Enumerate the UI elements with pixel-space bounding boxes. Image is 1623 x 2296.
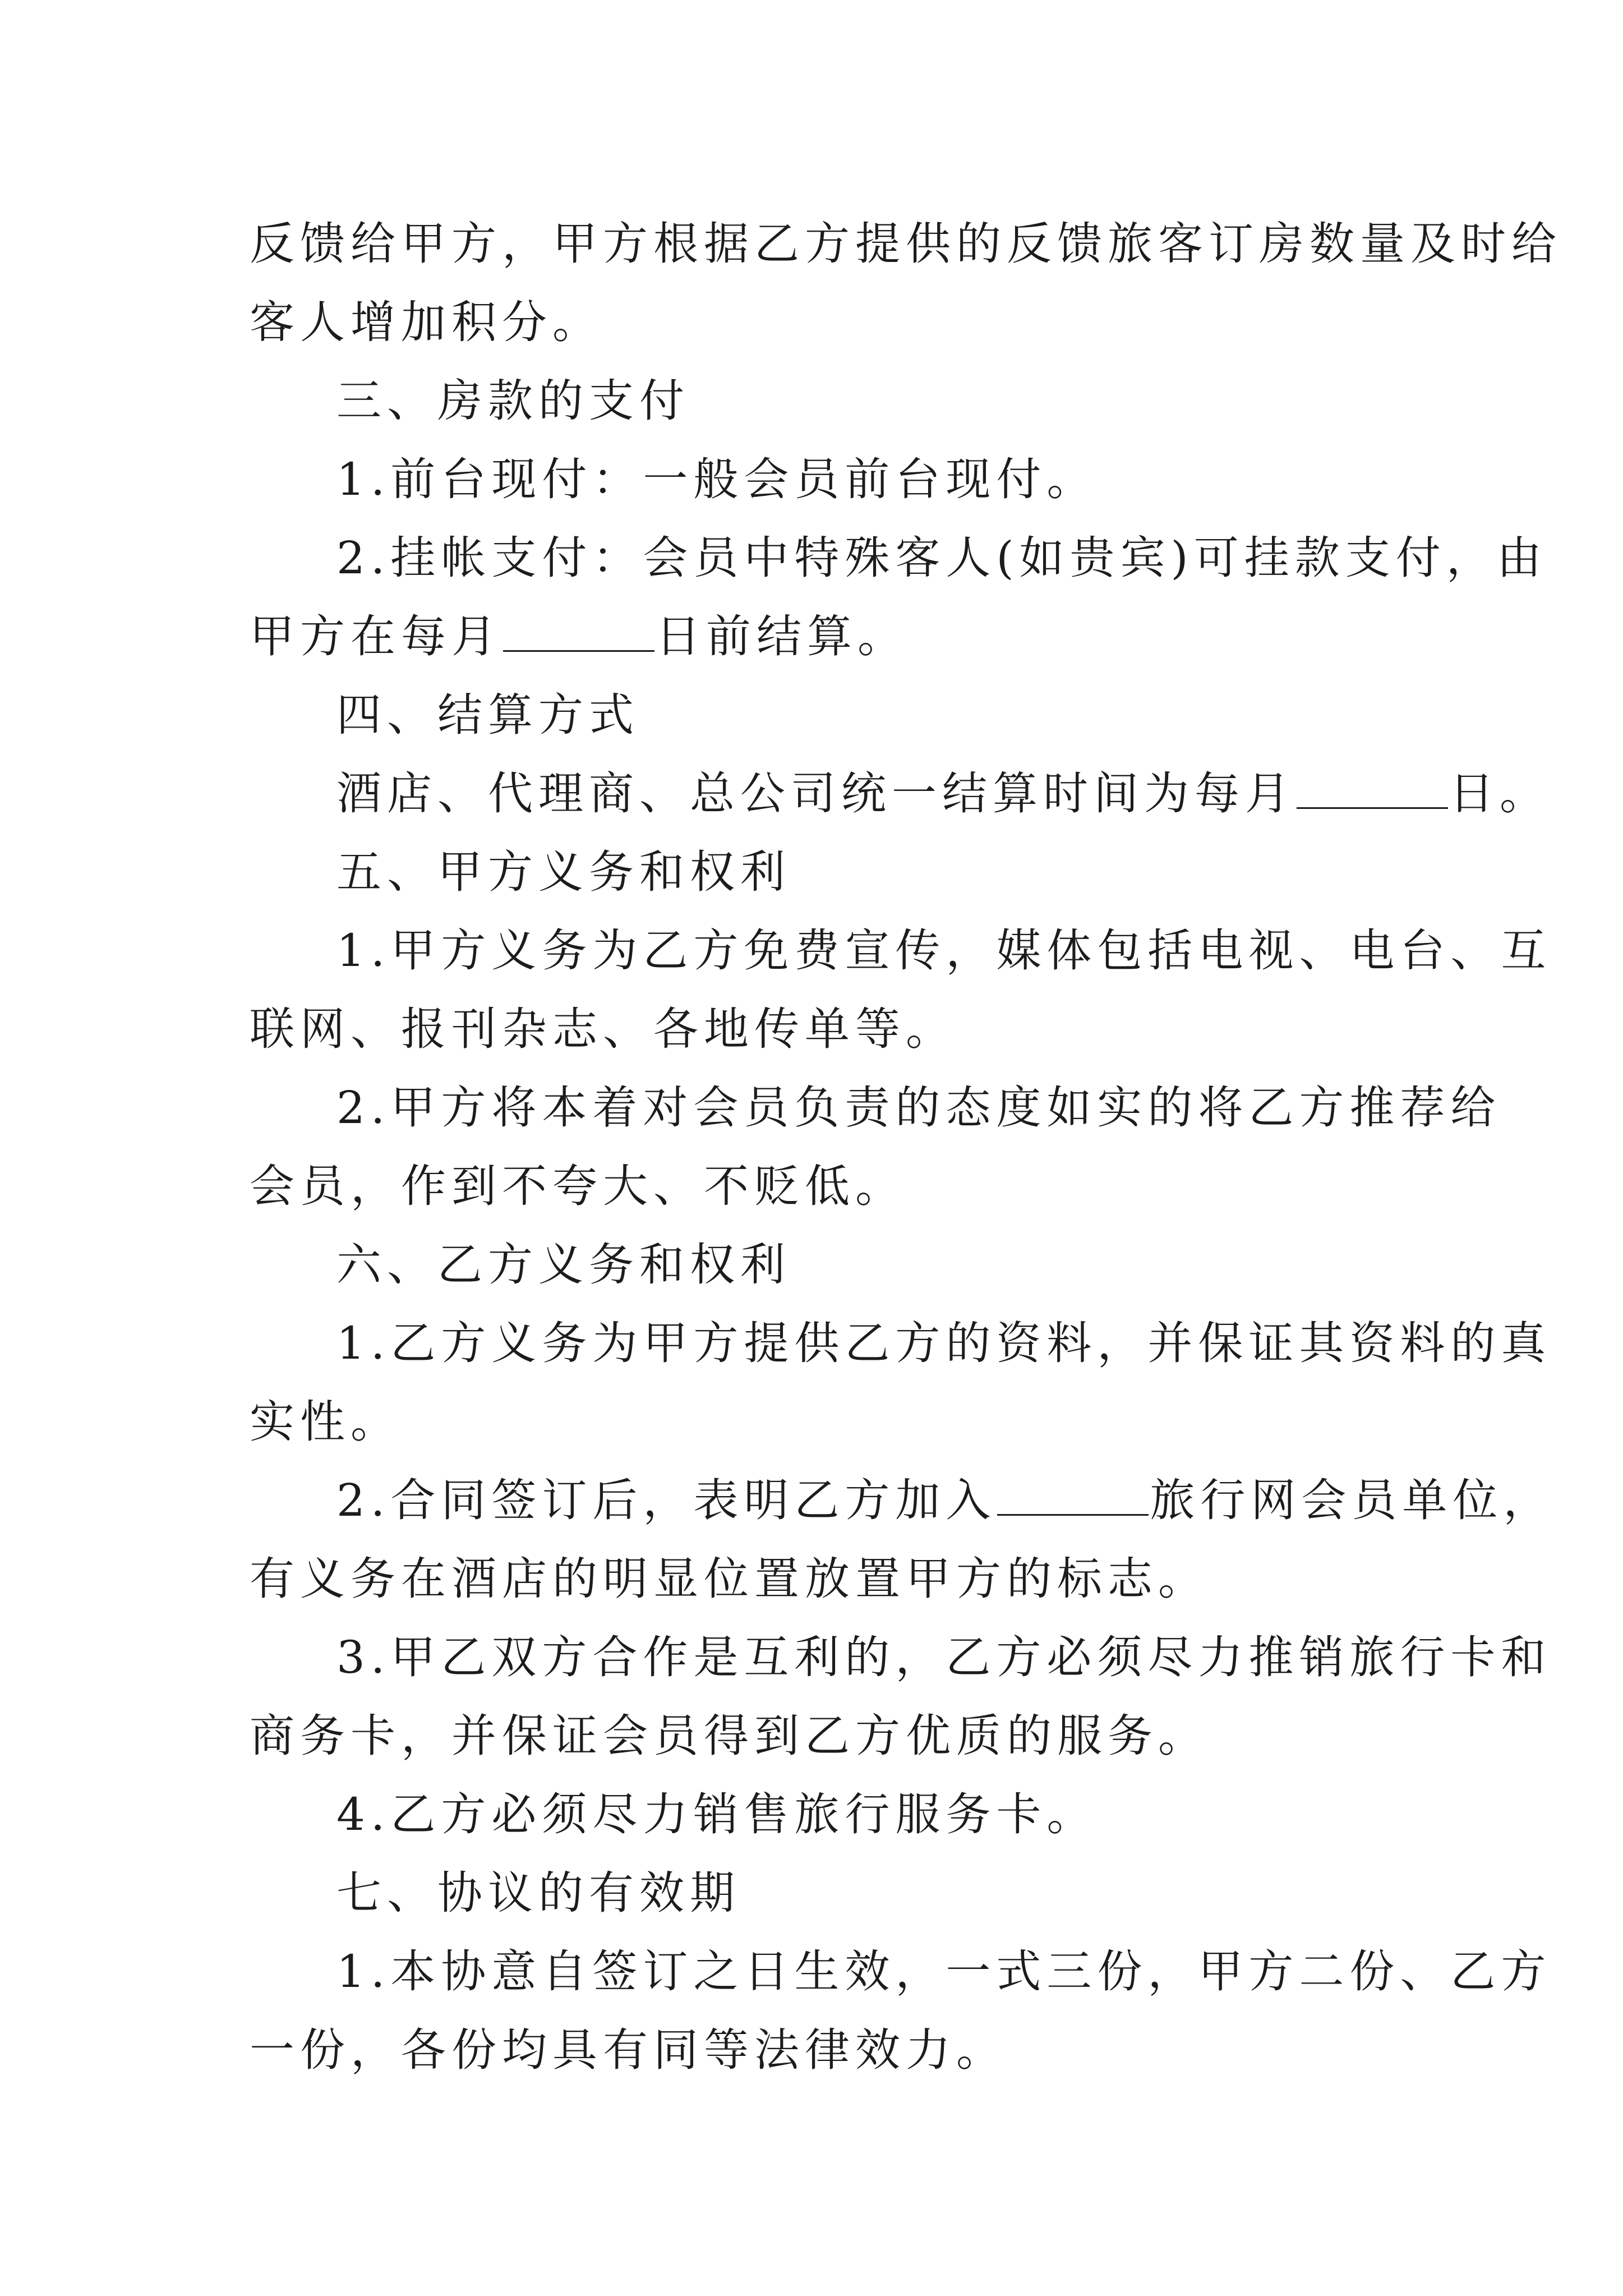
clause-party-b-3-cont: 商务卡，并保证会员得到乙方优质的服务。 [250,1710,1209,1762]
fill-in-blank [1297,762,1448,809]
text-segment: 酒店、代理商、总公司统一结算时间为每月 [336,767,1295,820]
clause-party-a-1: 1.甲方义务为乙方免费宣传，媒体包括电视、电台、互 [336,924,1552,977]
section-heading-party-b: 六、乙方义务和权利 [336,1239,791,1291]
clause-validity-1: 1.本协意自签订之日生效，一式三份，甲方二份、乙方 [336,1945,1552,1998]
section-heading-validity: 七、协议的有效期 [336,1867,740,1919]
clause-party-a-2: 2.甲方将本着对会员负责的态度如实的将乙方推荐给 [336,1082,1501,1134]
section-heading-party-a: 五、甲方义务和权利 [336,846,791,898]
text-segment: 2.合同签订后，表明乙方加入 [336,1474,997,1526]
clause-front-desk-payment: 1.前台现付：一般会员前台现付。 [336,453,1098,505]
text-segment: 日。 [1449,767,1550,820]
body-line-continuation: 客人增加积分。 [250,296,603,348]
section-heading-settlement: 四、结算方式 [336,689,639,741]
clause-party-b-2 [336,1461,1553,1540]
clause-party-b-4: 4.乙方必须尽力销售旅行服务卡。 [336,1788,1098,1841]
clause-party-a-2-cont: 会员，作到不夸大、不贬低。 [250,1160,906,1212]
clause-settlement-time [336,754,1550,833]
fill-in-blank [997,1469,1149,1516]
clause-account-payment-cont [250,597,908,676]
clause-party-b-2-cont: 有义务在酒店的明显位置放置甲方的标志。 [250,1553,1209,1605]
text-segment: 甲方在每月 [250,610,502,662]
fill-in-blank [503,605,654,652]
clause-party-b-3: 3.甲乙双方合作是互利的，乙方必须尽力推销旅行卡和 [336,1631,1552,1683]
text-segment: 旅行网会员单位， [1150,1474,1554,1526]
text-segment: 日前结算。 [656,610,908,662]
clause-party-a-1-cont: 联网、报刊杂志、各地传单等。 [250,1003,956,1055]
clause-validity-1-cont: 一份，各份均具有同等法律效力。 [250,2024,1007,2076]
section-heading-payment: 三、房款的支付 [336,375,690,427]
clause-account-payment: 2.挂帐支付：会员中特殊客人(如贵宾)可挂款支付，由 [336,532,1547,584]
body-line-continuation: 反馈给甲方，甲方根据乙方提供的反馈旅客订房数量及时给 [250,218,1562,270]
clause-party-b-1-cont: 实性。 [250,1396,401,1448]
clause-party-b-1: 1.乙方义务为甲方提供乙方的资料，并保证其资料的真 [336,1317,1552,1369]
